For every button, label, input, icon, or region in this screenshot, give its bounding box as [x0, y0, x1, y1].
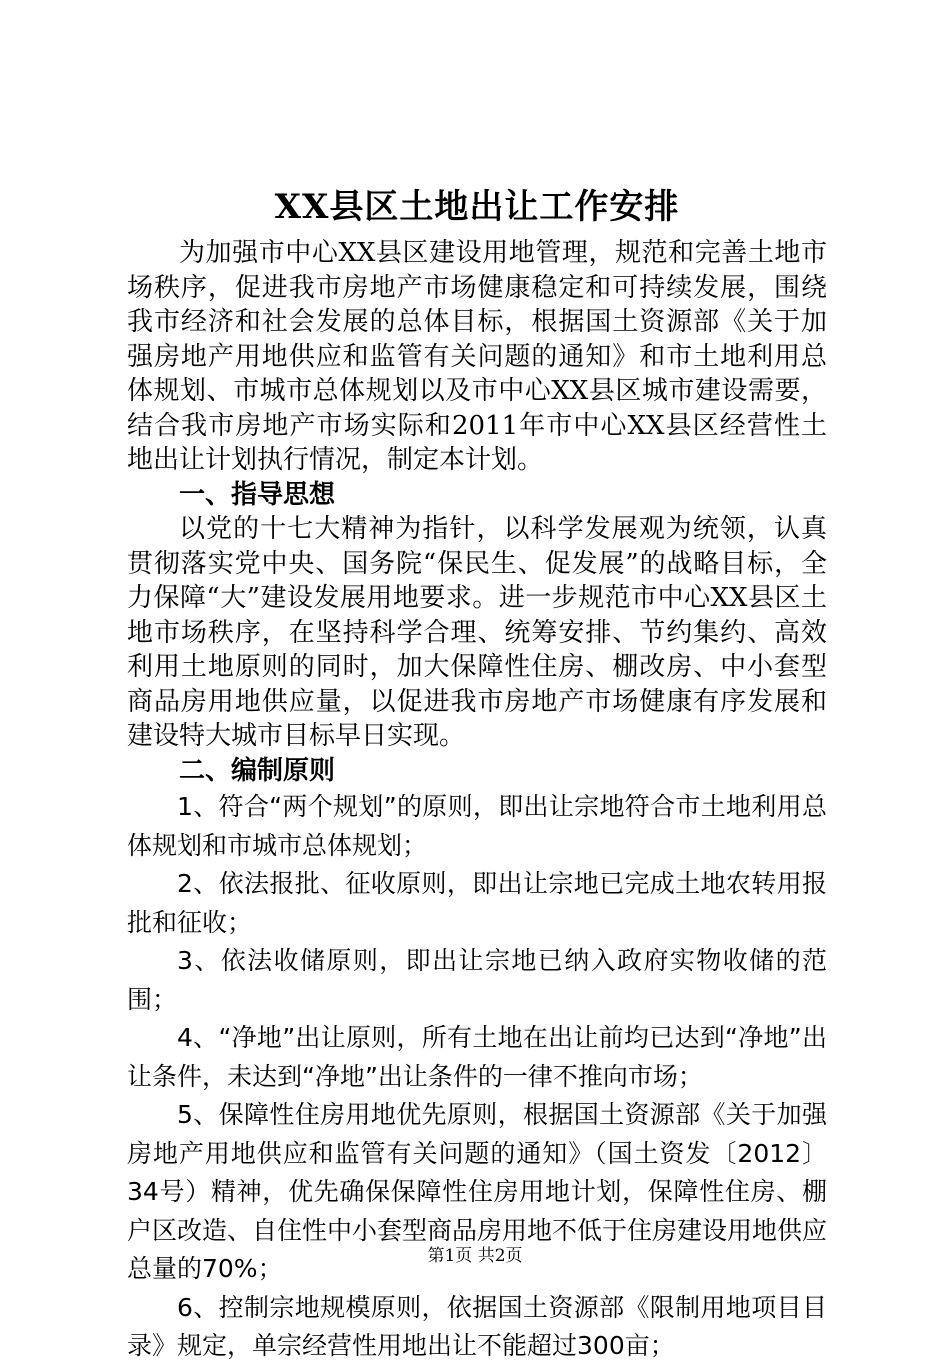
section-heading-guiding-ideology: 一、指导思想: [179, 479, 336, 510]
principle-item-2: 2、依法报批、征收原则，即出让宗地已完成土地农转用报批和征收；: [127, 869, 827, 937]
page-footer: 第1页 共2页: [427, 1246, 523, 1266]
principle-item-3: 3、依法收储原则，即出让宗地已纳入政府实物收储的范围；: [127, 946, 827, 1014]
document-body: [127, 180, 827, 1366]
principle-item-6: 6、控制宗地规模原则，依据国土资源部《限制用地项目目录》规定，单宗经营性用地出让不能超过300亩；: [127, 1292, 827, 1360]
principle-item-4: 4、“净地”出让原则，所有土地在出让前均已达到“净地”出让条件，未达到“净地”出让条件的一律不推向市场；: [127, 1023, 827, 1091]
principle-item-5: 5、保障性住房用地优先原则，根据国土资源部《关于加强房地产用地供应和监管有关问题的通知》（国土资发〔2012〕34号）精神，优先确保保障性住房用地计划，保障性住房、棚户区改造、自住性中小套型商品房用地不低于住房建设用地供应总量的70%；: [127, 1100, 828, 1283]
page-title: XX县区土地出让工作安排: [274, 187, 680, 227]
principle-item-1: 1、符合“两个规划”的原则，即出让宗地符合市土地利用总体规划和市城市总体规划；: [127, 792, 827, 860]
intro-paragraph: 为加强市中心XX县区建设用地管理，规范和完善土地市场秩序，促进我市房地产市场健康稳定和可持续发展，围绕我市经济和社会发展的总体目标，根据国土资源部《关于加强房地产用地供应和监管有关问题的通知》和市土地利用总体规划、市城市总体规划以及市中心XX县区城市建设需要，结合我市房地产市场实际和2011年市中心XX县区经营性土地出让计划执行情况，制定本计划。: [127, 238, 827, 475]
section-body-guiding-ideology: 以党的十七大精神为指针，以科学发展观为统领，认真贯彻落实党中央、国务院“保民生、促发展”的战略目标，全力保障“大”建设发展用地要求。进一步规范市中心XX县区土地市场秩序，在坚持科学合理、统筹安排、节约集约、高效利用土地原则的同时，加大保障性住房、棚改房、中小套型商品房用地供应量，以促进我市房地产市场健康有序发展和建设特大城市目标早日实现。: [127, 514, 827, 751]
section-heading-principles: 二、编制原则: [179, 755, 336, 786]
